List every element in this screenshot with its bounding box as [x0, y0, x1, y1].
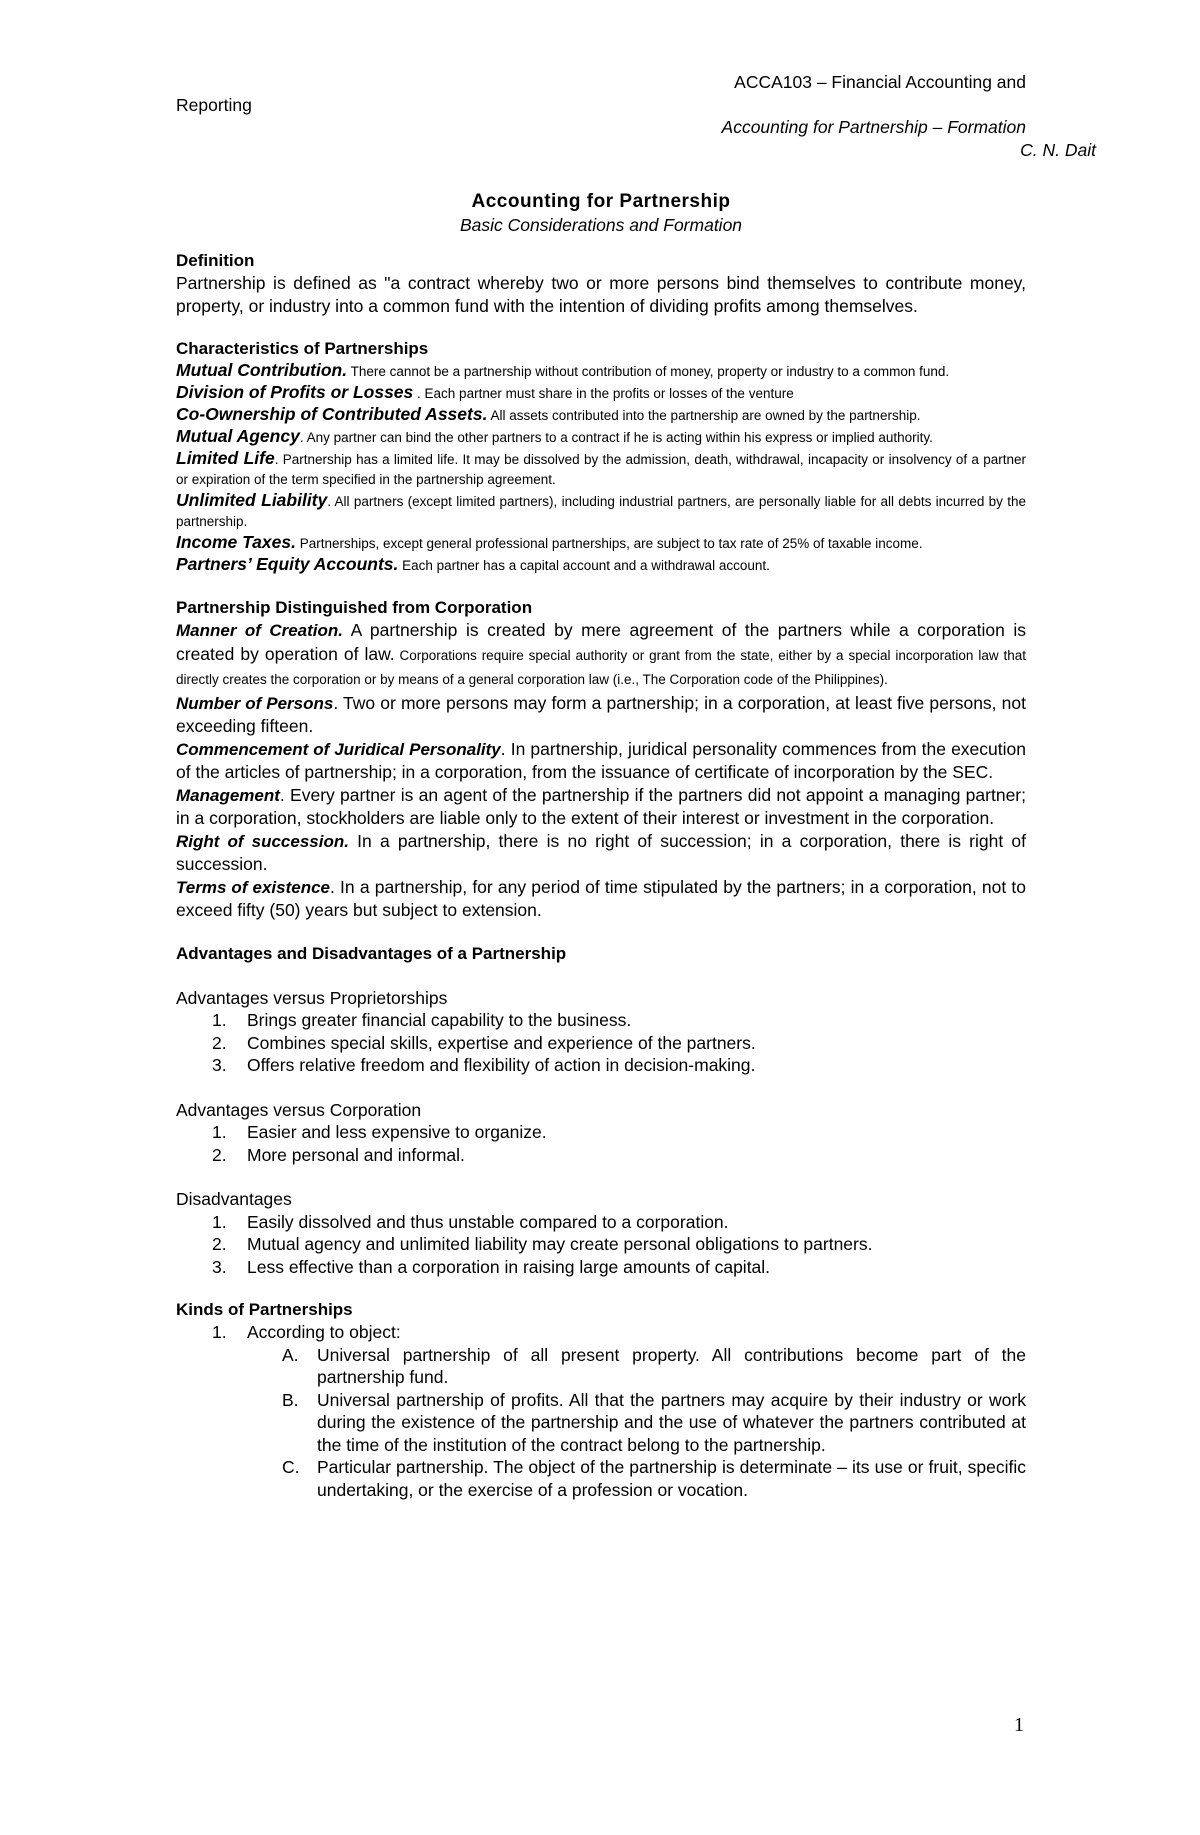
- characteristic-term: Limited Life: [176, 448, 275, 468]
- characteristic-text: There cannot be a partnership without contribution of money, property or industry to a common fund.: [347, 364, 950, 379]
- page-title: Accounting for Partnership: [471, 191, 731, 212]
- document-body: [176, 190, 1026, 1501]
- distinction-term: Right of succession.: [176, 831, 349, 851]
- characteristic-item: [176, 404, 1026, 426]
- distinction-text: . In partnership, juridical personality commences from the execution of the articles of partnership; in a corporation, from the issuance of certificate of incorporation by the SEC.: [176, 738, 1026, 782]
- page-subtitle: Basic Considerations and Formation: [459, 215, 743, 235]
- characteristic-term: Division of Profits or Losses: [176, 382, 414, 402]
- kinds-heading: Kinds of Partnerships: [176, 1300, 353, 1319]
- distinction-term: Terms of existence: [176, 877, 331, 897]
- list-item: 2. More personal and informal.: [212, 1144, 465, 1165]
- distinction-term: Number of Persons: [176, 693, 334, 713]
- distinguished-heading: Partnership Distinguished from Corporation: [176, 598, 533, 617]
- disadvantages-label: Disadvantages: [176, 1189, 292, 1209]
- characteristic-text: Each partner has a capital account and a withdrawal account.: [398, 558, 770, 573]
- characteristic-text: All assets contributed into the partnership are owned by the partnership.: [487, 408, 921, 423]
- characteristic-term: Mutual Agency: [176, 426, 300, 446]
- list-item: 1. Brings greater financial capability to the business.: [212, 1010, 632, 1030]
- list-item: B. Universal partnership of profits. All that the partners may acquire by their industry or work during the existence of the partnership and the use of whatever the partners contributed at the time of the institution of the contract belong to the partnership.: [282, 1389, 1026, 1455]
- characteristic-text: . Each partner must share in the profits or losses of the venture: [413, 386, 794, 401]
- list-item: A. Universal partnership of all present property. All contributions become part of the partnership fund.: [282, 1344, 1026, 1387]
- characteristics-heading: Characteristics of Partnerships: [176, 339, 429, 358]
- distinction-term: Manner of Creation.: [176, 621, 344, 640]
- distinction-item: [176, 738, 1026, 784]
- list-item: C. Particular partnership. The object of the partnership is determinate – its use or fruit, specific undertaking, or the exercise of a profession or vocation.: [282, 1457, 1026, 1500]
- characteristic-text: Partnerships, except general professional partnerships, are subject to tax rate of 25% of taxable income.: [295, 536, 923, 551]
- characteristic-text: . Any partner can bind the other partners to a contract if he is acting within his express or implied authority.: [299, 430, 933, 445]
- distinction-item: [176, 784, 1026, 830]
- header-course-cont: Reporting: [176, 95, 252, 115]
- definition-heading: Definition: [176, 251, 255, 270]
- definition-text: Partnership is defined as "a contract whereby two or more persons bind themselves to contribute money, property, or industry into a common fund with the intention of dividing profits among themselves.: [176, 273, 1026, 316]
- characteristic-term: Unlimited Liability: [176, 490, 328, 510]
- characteristic-term: Partners’ Equity Accounts.: [176, 554, 399, 574]
- header-course: ACCA103 – Financial Accounting and: [734, 72, 1026, 92]
- list-item: 2. Combines special skills, expertise and experience of the partners.: [212, 1032, 756, 1053]
- kinds-sublist: [176, 1344, 1026, 1502]
- list-item: 3. Less effective than a corporation in raising large amounts of capital.: [212, 1256, 771, 1277]
- distinction-item: [176, 692, 1026, 738]
- list-item: 1. Easier and less expensive to organize.: [212, 1122, 547, 1142]
- characteristic-item: [176, 426, 1026, 448]
- characteristic-item: [176, 382, 1026, 404]
- characteristic-text: . Partnership has a limited life. It may be dissolved by the admission, death, withdrawal, incapacity or insolvency of a partner or expiration of the term specified in the partnership agreement.: [176, 452, 1026, 487]
- kinds-list: [176, 1321, 1026, 1344]
- distinction-text: . Two or more persons may form a partnership; in a corporation, at least five persons, not exceeding fifteen.: [176, 692, 1027, 736]
- list-item: 2. Mutual agency and unlimited liability may create personal obligations to partners.: [212, 1234, 873, 1254]
- list-item: 1. Easily dissolved and thus unstable compared to a corporation.: [212, 1211, 729, 1232]
- distinction-term: Management: [176, 785, 280, 805]
- list-item: 1. According to object:: [212, 1322, 401, 1342]
- page-number: 1: [1014, 1714, 1024, 1736]
- disadvantages-list: [176, 1211, 1026, 1279]
- header-author: C. N. Dait: [1020, 140, 1096, 160]
- distinction-term: Commencement of Juridical Personality: [176, 739, 501, 759]
- characteristic-item: [176, 360, 1026, 382]
- distinction-text: In a partnership, there is no right of succession; in a corporation, there is right of succession.: [176, 830, 1027, 874]
- distinction-text: . In a partnership, for any period of time stipulated by the partners; in a corporation, not to exceed fifty (50) years but subject to extension.: [176, 876, 1026, 920]
- characteristic-term: Co-Ownership of Contributed Assets.: [176, 404, 488, 424]
- characteristic-term: Income Taxes.: [176, 532, 296, 552]
- advantages-heading: Advantages and Disadvantages of a Partnership: [176, 943, 567, 963]
- adv-proprietorships-label: Advantages versus Proprietorships: [176, 987, 448, 1008]
- characteristic-text: . All partners (except limited partners), including industrial partners, are personally liable for all debts incurred by the partnership.: [176, 494, 1026, 529]
- distinction-item: [176, 830, 1026, 876]
- header-topic: Accounting for Partnership – Formation: [721, 117, 1026, 137]
- characteristic-item: [176, 448, 1026, 490]
- characteristic-item: [176, 532, 1026, 554]
- distinction-item: [176, 876, 1026, 922]
- adv-corporation-label: Advantages versus Corporation: [176, 1099, 422, 1120]
- adv-proprietorships-list: [176, 1009, 1026, 1077]
- distinction-item: [176, 619, 1026, 692]
- distinction-text: A partnership is created by mere agreement of the partners while a corporation is created by operation of law.: [176, 620, 1027, 664]
- characteristic-item: [176, 554, 1026, 576]
- characteristic-item: [176, 490, 1026, 532]
- adv-corporation-list: [176, 1121, 1026, 1166]
- distinction-note: Corporations require special authority or grant from the state, either by a special incorporation law that directly creates the corporation or by means of a general corporation law (i.e., The Corporation code of the Philippines).: [176, 647, 1026, 687]
- characteristic-term: Mutual Contribution.: [176, 360, 348, 380]
- distinction-text: . Every partner is an agent of the partnership if the partners did not appoint a managing partner; in a corporation, stockholders are liable only to the extent of their interest or investment in the corporation.: [176, 784, 1026, 828]
- list-item: 3. Offers relative freedom and flexibility of action in decision-making.: [212, 1055, 756, 1075]
